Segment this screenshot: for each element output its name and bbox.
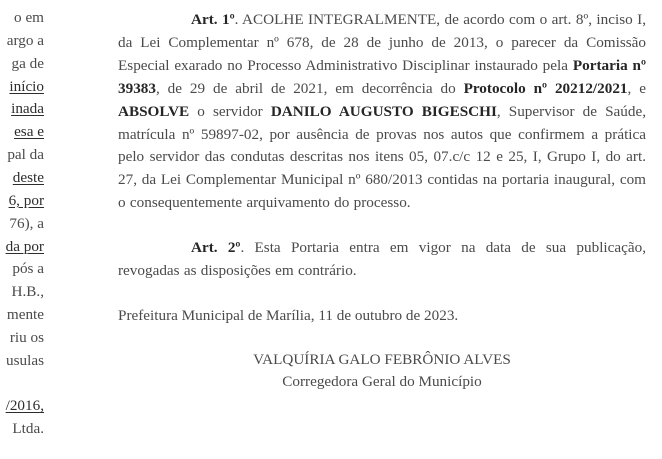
left-column-fragment: pós a	[12, 260, 44, 278]
left-column-fragment: /2016,	[5, 397, 44, 415]
article-1-text-part: . ACOLHE INTEGRALMENTE, de acordo com o art. 8º, inciso I, da Lei Complementar nº 678, de 28 de junho de 2013, o parecer da Comissão Especial exarado no Processo Administrativo Disciplinar instaurado pela	[118, 11, 646, 74]
left-column-fragment: inada	[11, 100, 44, 118]
protocolo-reference: Protocolo nº 20212/2021	[463, 79, 628, 97]
portaria-reference: Portaria nº 39383	[118, 56, 646, 97]
article-1-text-part: , de 29 de abril de 2021, em decorrência do	[155, 79, 464, 97]
place-and-date: Prefeitura Municipal de Marília, 11 de outubro de 2023.	[118, 306, 459, 324]
absolve-keyword: ABSOLVE	[118, 102, 190, 120]
left-column-fragment: usulas	[6, 351, 44, 369]
left-column-fragment: início	[9, 77, 44, 95]
servidor-name: DANILO AUGUSTO BIGESCHI	[270, 102, 497, 120]
left-column-fragment: H.B.,	[11, 283, 44, 301]
article-1	[118, 9, 646, 215]
article-2-label: Art. 2º	[191, 239, 241, 257]
left-column-fragment: 76), a	[9, 214, 44, 232]
article-1-text-part: o servidor	[189, 102, 271, 120]
left-column-fragment: mente	[6, 306, 44, 324]
left-column-fragment: da por	[5, 237, 44, 255]
left-column-fragment: 6, por	[8, 191, 44, 209]
document-body	[118, 9, 646, 393]
left-column-fragment: deste	[12, 168, 44, 186]
article-2-text: . Esta Portaria entra em vigor na data de sua publicação, revogadas as disposições em contrário.	[118, 239, 646, 280]
left-column-cutoff-text	[0, 0, 44, 459]
article-1-text-part: , Supervisor de Saúde, matrícula nº 59897-02, por ausência de provas nos autos que confirmem a prática pelo servidor das condutas descritas nos itens 05, 07.c/c 12 e 25, I, Grupo I, do art. 27, da Lei Complementar Municipal nº 680/2013 contidas na portaria inaugural, com o consequentemente arquivamento do processo.	[118, 102, 646, 212]
left-column-fragment: riu os	[9, 328, 44, 346]
signatory-name: VALQUÍRIA GALO FEBRÔNIO ALVES	[253, 350, 511, 368]
left-column-fragment: pal da	[7, 146, 44, 164]
article-1-label: Art. 1º	[191, 11, 235, 28]
left-column-fragment: esa e	[14, 123, 44, 141]
signatory-role: Corregedora Geral do Município	[282, 372, 482, 390]
left-column-fragment: ga de	[11, 54, 44, 72]
left-column-fragment: Ltda.	[12, 420, 44, 438]
article-1-text-part: , e	[627, 79, 646, 97]
left-column-fragment: argo a	[6, 31, 44, 49]
left-column-fragment: o em	[14, 9, 44, 26]
article-2	[118, 237, 646, 283]
